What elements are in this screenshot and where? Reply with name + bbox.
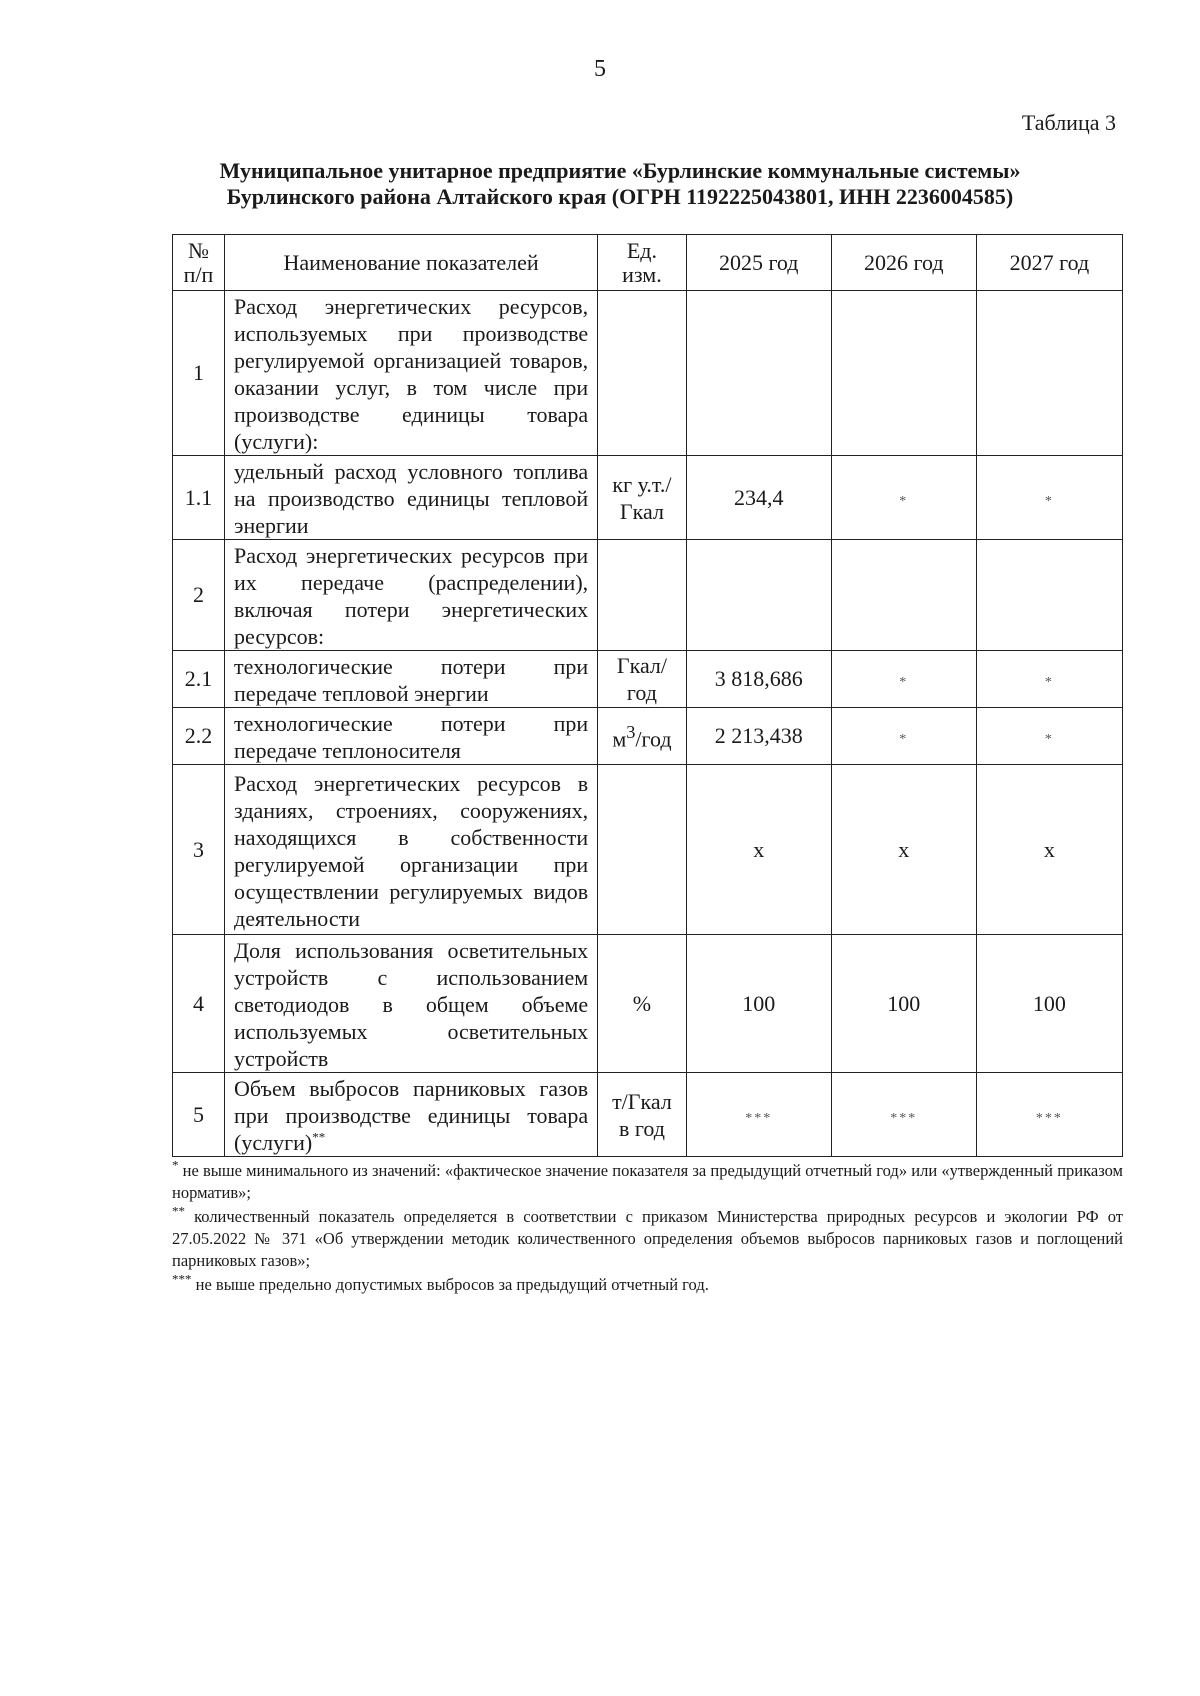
row-value-2026: ***	[831, 1073, 976, 1157]
header-2026: 2026 год	[831, 235, 976, 291]
table-row	[173, 765, 1123, 935]
row-value-2026: х	[831, 765, 976, 935]
row-num: 2	[173, 540, 225, 651]
row-value-2027: *	[976, 708, 1122, 765]
row-value-2026	[831, 291, 976, 456]
row-value-2026: *	[831, 456, 976, 540]
row-value-2025: ***	[686, 1073, 831, 1157]
row-unit	[598, 540, 687, 651]
row-num: 3	[173, 765, 225, 935]
indicators-table	[172, 234, 1123, 1157]
row-unit	[598, 291, 687, 456]
row-value-2027	[976, 291, 1122, 456]
row-value-2025: 100	[686, 935, 831, 1073]
row-value-2025: 234,4	[686, 456, 831, 540]
row-value-2025: х	[686, 765, 831, 935]
table-row	[173, 540, 1123, 651]
header-2025: 2025 год	[686, 235, 831, 291]
table-row	[173, 1073, 1123, 1157]
row-num: 2.2	[173, 708, 225, 765]
row-value-2026: *	[831, 708, 976, 765]
row-value-2026: 100	[831, 935, 976, 1073]
row-unit: т/Гкал в год	[598, 1073, 687, 1157]
row-value-2027: х	[976, 765, 1122, 935]
row-value-2027	[976, 540, 1122, 651]
row-num: 2.1	[173, 651, 225, 708]
row-name: Расход энергетических ресурсов при их передаче (распределении), включая потери энергетических ресурсов:	[225, 540, 598, 651]
row-unit: Гкал/ год	[598, 651, 687, 708]
row-num: 5	[173, 1073, 225, 1157]
organization-title-line1: Муниципальное унитарное предприятие «Бурлинские коммунальные системы»	[219, 158, 1021, 183]
header-2027: 2027 год	[976, 235, 1122, 291]
row-unit: %	[598, 935, 687, 1073]
row-value-2027: 100	[976, 935, 1122, 1073]
footnote-2: ** количественный показатель определяется в соответствии с приказом Министерства природных ресурсов и экологии РФ от 27.05.2022 № 371 «Об утверждении методик количественного определения объемов выбросов парниковых газов и поглощений парниковых газов»;	[172, 1203, 1123, 1270]
row-name: технологические потери при передаче тепловой энергии	[225, 651, 598, 708]
row-unit: кг у.т./ Гкал	[598, 456, 687, 540]
header-num: № п/п	[173, 235, 225, 291]
row-value-2027: *	[976, 651, 1122, 708]
row-value-2025	[686, 291, 831, 456]
row-value-2027: *	[976, 456, 1122, 540]
page-number: 5	[594, 56, 606, 82]
row-name: Расход энергетических ресурсов, используемых при производстве регулируемой организацией товаров, оказании услуг, в том числе при производстве единицы товара (услуги):	[225, 291, 598, 456]
table-header-row	[173, 235, 1123, 291]
row-value-2026: *	[831, 651, 976, 708]
row-value-2027: ***	[976, 1073, 1122, 1157]
row-value-2026	[831, 540, 976, 651]
row-value-2025: 3 818,686	[686, 651, 831, 708]
header-name: Наименование показателей	[225, 235, 598, 291]
row-num: 1	[173, 291, 225, 456]
row-value-2025: 2 213,438	[686, 708, 831, 765]
row-num: 4	[173, 935, 225, 1073]
table-row	[173, 456, 1123, 540]
footnote-1: * не выше минимального из значений: «фактическое значение показателя за предыдущий отчетный год» или «утвержденный приказом норматив»;	[172, 1157, 1123, 1202]
organization-title-line2: Бурлинского района Алтайского края (ОГРН 1192225043801, ИНН 2236004585)	[226, 184, 1014, 209]
table-row	[173, 935, 1123, 1073]
header-unit: Ед. изм.	[598, 235, 687, 291]
row-name: технологические потери при передаче теплоносителя	[225, 708, 598, 765]
row-name: удельный расход условного топлива на производство единицы тепловой энергии	[225, 456, 598, 540]
table-row	[173, 291, 1123, 456]
row-name: Доля использования осветительных устройств с использованием светодиодов в общем объеме используемых осветительных устройств	[225, 935, 598, 1073]
table-row	[173, 708, 1123, 765]
row-unit: $м^3$/год	[598, 708, 687, 765]
footnotes	[172, 1157, 1123, 1298]
row-unit	[598, 765, 687, 935]
table-label: Таблица 3	[1021, 110, 1116, 135]
row-name: Расход энергетических ресурсов в зданиях, строениях, сооружениях, находящихся в собственности регулируемой организации при осуществлении регулируемых видов деятельности	[225, 765, 598, 935]
organization-title	[120, 158, 1120, 210]
table-row	[173, 651, 1123, 708]
footnote-3: *** не выше предельно допустимых выбросов за предыдущий отчетный год.	[172, 1271, 709, 1294]
row-value-2025	[686, 540, 831, 651]
row-name: Объем выбросов парниковых газов при производстве единицы товара (услуги)**	[225, 1073, 598, 1157]
row-num: 1.1	[173, 456, 225, 540]
